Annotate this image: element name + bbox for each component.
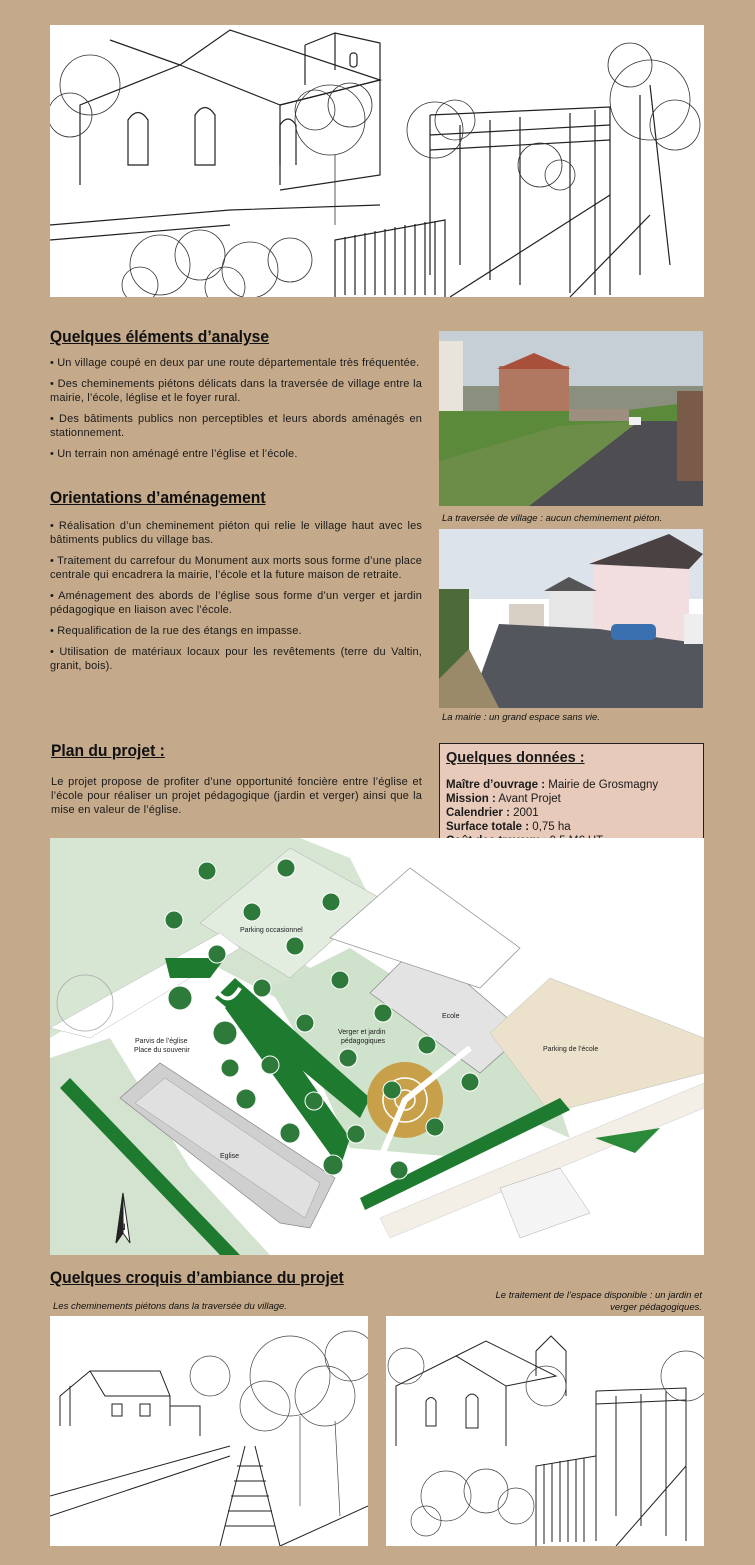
label-parvis-2: Place du souvenir — [134, 1047, 190, 1054]
plan-title: Plan du projet : — [51, 741, 165, 760]
label-parking-occasionnel: Parking occasionnel — [240, 927, 303, 934]
photo-mairie — [439, 529, 703, 708]
orientations-item: • Traitement du carrefour du Monument aux morts sous forme d’une place centrale qui encadrera la mairie, l’école et la future maison de retraite. — [50, 555, 422, 581]
orientations-title: Orientations d’aménagement — [50, 488, 266, 507]
hero-sketch-church — [50, 25, 704, 297]
label-parking-ecole: Parking de l’école — [543, 1046, 599, 1053]
sketch-garden-pergola — [386, 1316, 704, 1546]
data-row: Calendrier : 2001 — [446, 807, 539, 819]
orientations-item: • Réalisation d’un cheminement piéton qui relie le village haut avec les bâtiments publics du village bas. — [50, 520, 422, 546]
data-row: Maître d’ouvrage : Mairie de Grosmagny — [446, 779, 659, 791]
photo-caption-1: La traversée de village : aucun cheminement piéton. — [442, 513, 663, 524]
orientations-item: • Aménagement des abords de l’église sous forme d’un verger et jardin pédagogique en liaison avec l’école. — [50, 590, 422, 616]
analysis-item: • Des cheminements piétons délicats dans la traversée de village entre la mairie, l’école, léglise et le foyer rural. — [50, 378, 422, 404]
photo-village-road — [439, 331, 703, 506]
sketch-village-path — [50, 1316, 368, 1546]
data-row: Mission : Avant Projet — [446, 793, 561, 805]
sketch-caption-right-2: verger pédagogiques. — [610, 1302, 702, 1313]
plan-description: Le projet propose de profiter d’une opportunité foncière entre l’église et l’école pour réaliser un projet pédagogique (jardin et verger) ainsi que la mise en valeur de l’église. — [51, 776, 422, 816]
label-parvis-1: Parvis de l’église — [135, 1038, 188, 1045]
sketch-caption-left: Les cheminements piétons dans la traversée du village. — [53, 1301, 287, 1312]
analysis-list — [50, 356, 422, 461]
analysis-item: • Un village coupé en deux par une route départementale très fréquentée. — [50, 357, 420, 369]
label-north: N — [119, 1222, 126, 1232]
analysis-title: Quelques éléments d’analyse — [50, 327, 270, 346]
sketches-title: Quelques croquis d’ambiance du projet — [50, 1268, 344, 1287]
label-ecole: Ecole — [442, 1013, 460, 1020]
orientations-item: • Utilisation de matériaux locaux pour les revêtements (terre du Valtin, granit, bois). — [50, 646, 422, 672]
label-eglise: Eglise — [220, 1153, 240, 1160]
label-verger-1: Verger et jardin — [338, 1029, 386, 1036]
orientations-item: • Requalification de la rue des étangs en impasse. — [50, 625, 302, 637]
data-title: Quelques données : — [446, 750, 585, 766]
label-verger-2: pédagogiques — [341, 1038, 385, 1045]
orientations-list — [50, 519, 422, 673]
site-plan — [50, 838, 704, 1255]
analysis-item: • Des bâtiments publics non perceptibles et leurs abords aménagés en stationnement. — [50, 413, 422, 439]
data-row: Surface totale : 0,75 ha — [446, 821, 571, 833]
analysis-item: • Un terrain non aménagé entre l’église et l’école. — [50, 448, 298, 460]
photo-caption-2: La mairie : un grand espace sans vie. — [442, 712, 600, 723]
sketch-caption-right-1: Le traitement de l’espace disponible : un jardin et — [495, 1290, 702, 1301]
